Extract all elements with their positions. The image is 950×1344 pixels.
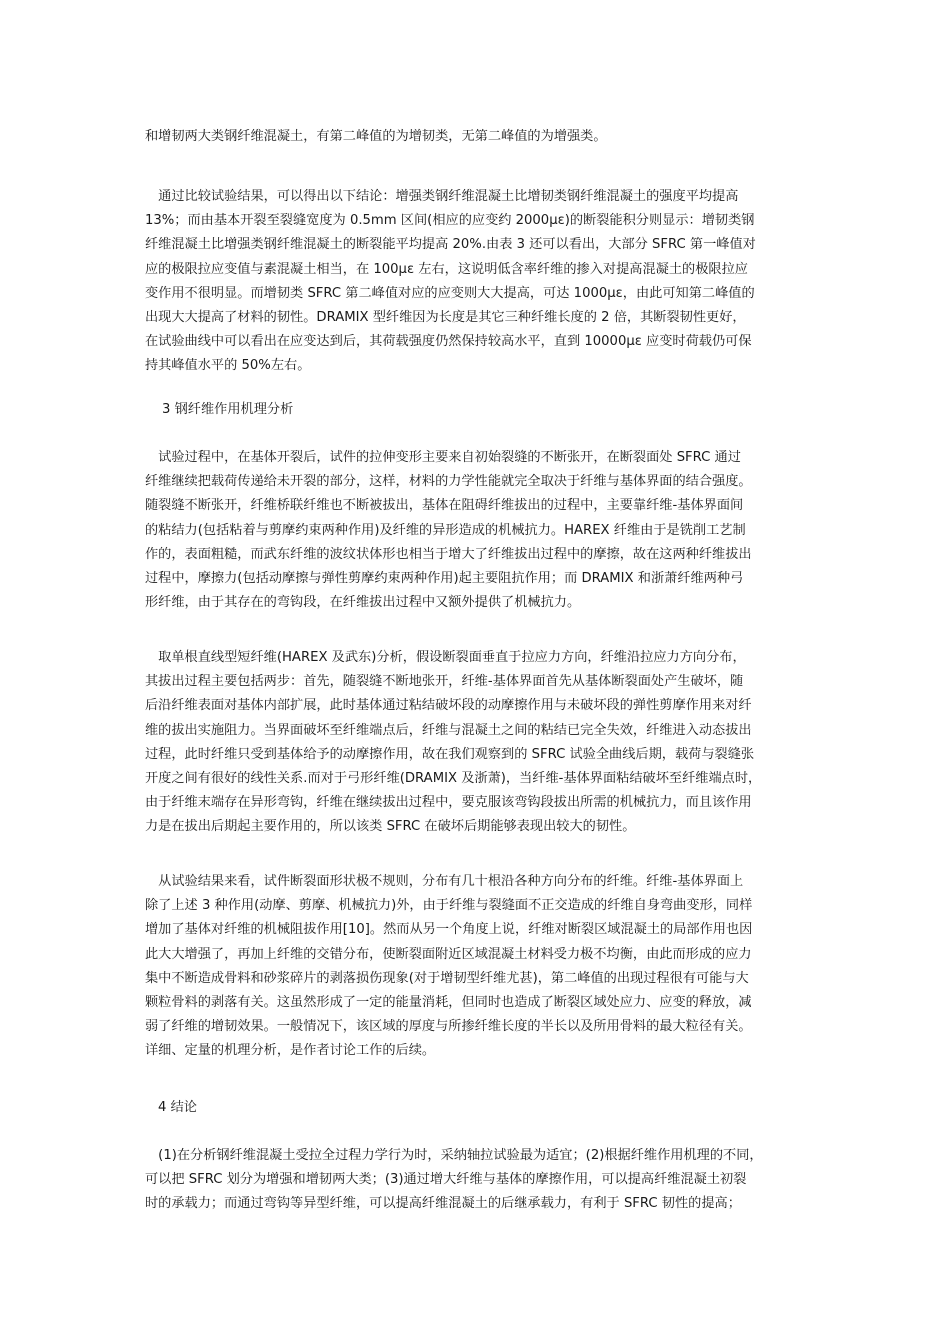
text-line: 详细、定量的机理分析，是作者讨论工作的后续。 [145, 1043, 436, 1059]
paragraph-mechanism-3 [145, 870, 805, 1064]
text-line: 作的，表面粗糙，而武东纤维的波纹状体形也相当于增大了纤维拔出过程中的摩擦，故在这两种纤维拔出 [145, 546, 752, 562]
text-line: 弱了纤维的增韧效果。一般情况下，该区域的厚度与所掺纤维长度的半长以及所用骨料的最大粒径有关。 [145, 1019, 752, 1035]
paragraph-conclusions [145, 1144, 805, 1217]
text-line: 力是在拔出后期起主要作用的，所以该类 SFRC 在破坏后期能够表现出较大的韧性。 [145, 819, 636, 835]
text-line: 形纤维，由于其存在的弯钩段，在纤维拔出过程中又额外提供了机械抗力。 [145, 595, 581, 611]
text-line: 从试验结果来看，试件断裂面形状极不规则，分布有几十根沿各种方向分布的纤维。纤维-基体界面上 [145, 874, 744, 889]
text-line: 由于纤维末端存在异形弯钩，纤维在继续拔出过程中，要克服该弯钩段拔出所需的机械抗力，而且该作用 [145, 795, 752, 811]
section-heading-3: 3 钢纤维作用机理分析 [162, 402, 294, 417]
text-line: 的粘结力(包括粘着与剪摩约束两种作用)及纤维的异形造成的机械抗力。HAREX 纤维由于是铣削工艺制 [145, 522, 746, 538]
text-line: 和增韧两大类钢纤维混凝土，有第二峰值的为增韧类，无第二峰值的为增强类。 [145, 129, 607, 144]
text-line: 其拔出过程主要包括两步：首先，随裂缝不断地张开，纤维-基体界面首先从基体断裂面处产生破坏，随 [145, 674, 744, 690]
text-line: 试验过程中，在基体开裂后，试件的拉伸变形主要来自初始裂缝的不断张开，在断裂面处 SFRC 通过 [145, 450, 741, 465]
text-line: 可以把 SFRC 划分为增强和增韧两大类；(3)通过增大纤维与基体的摩擦作用，可以提高纤维混凝土初裂 [145, 1172, 747, 1188]
text-line: 颗粒骨料的剥落有关。这虽然形成了一定的能量消耗，但同时也造成了断裂区域处应力、应变的释放，减 [145, 994, 752, 1010]
text-line: 应的极限拉应变值与素混凝土相当，在 100με 左右，这说明低含率纤维的掺入对提高混凝土的极限拉应 [145, 261, 748, 277]
text-line: 集中不断造成骨料和砂浆碎片的剥落损伤现象(对于增韧型纤维尤甚)，第二峰值的出现过程很有可能与大 [145, 970, 749, 986]
text-line: 后沿纤维表面对基体内部扩展，此时基体通过粘结破坏段的动摩擦作用与未破坏段的弹性剪摩作用来对纤 [145, 698, 752, 714]
text-line: 变作用不很明显。而增韧类 SFRC 第二峰值对应的应变则大大提高，可达 1000με，由此可知第二峰值的 [145, 285, 755, 301]
text-line: 13%；而由基本开裂至裂缝宽度为 0.5mm 区间(相应的应变约 2000με)的断裂能积分则显示：增韧类钢 [145, 213, 755, 229]
text-line: 增加了基体对纤维的机械阻拔作用[10]。然而从另一个角度上说，纤维对断裂区域混凝土的局部作用也因 [145, 922, 753, 938]
text-line: 随裂缝不断张开，纤维桥联纤维也不断被拔出，基体在阻碍纤维拔出的过程中，主要靠纤维-基体界面间 [145, 498, 744, 514]
text-line: 时的承载力；而通过弯钩等异型纤维，可以提高纤维混凝土的后继承载力，有利于 SFRC 韧性的提高； [145, 1196, 741, 1212]
text-line: 过程中，摩擦力(包括动摩擦与弹性剪摩约束两种作用)起主要阻抗作用；而 DRAMIX 和浙萧纤维两种弓 [145, 570, 744, 586]
text-line: 开度之间有很好的线性关系.而对于弓形纤维(DRAMIX 及浙萧)，当纤维-基体界面粘结破坏至纤维端点时， [145, 770, 762, 786]
text-line: 过程，此时纤维只受到基体给予的动摩擦作用，故在我们观察到的 SFRC 试验全曲线后期，载荷与裂缝张 [145, 746, 755, 762]
text-line: 纤维继续把载荷传递给未开裂的部分，这样，材料的力学性能就完全取决于纤维与基体界面的结合强度。 [145, 474, 752, 490]
text-line: 除了上述 3 种作用(动摩、剪摩、机械抗力)外，由于纤维与裂缝面不正交造成的纤维自身弯曲变形，同样 [145, 898, 753, 914]
text-line: 取单根直线型短纤维(HAREX 及武东)分析，假设断裂面垂直于拉应力方向，纤维沿拉应力方向分布， [145, 650, 746, 665]
text-line: 此大大增强了，再加上纤维的交错分布，使断裂面附近区域混凝土材料受力极不均衡，由此而形成的应力 [145, 946, 752, 962]
paragraph-mechanism-2 [145, 646, 805, 840]
text-line: 出现大大提高了材料的韧性。DRAMIX 型纤维因为长度是其它三种纤维长度的 2 倍，其断裂韧性更好， [145, 309, 746, 325]
section-heading-4: 4 结论 [158, 1100, 197, 1115]
paragraph-mechanism-1 [145, 446, 805, 615]
text-line: 在试验曲线中可以看出在应变达到后，其荷载强度仍然保持较高水平，直到 10000με 应变时荷载仍可保 [145, 334, 752, 350]
paragraph-test-conclusions [145, 185, 805, 379]
text-line: 通过比较试验结果，可以得出以下结论：增强类钢纤维混凝土比增韧类钢纤维混凝土的强度平均提高 [145, 189, 739, 204]
text-line: (1)在分析钢纤维混凝土受拉全过程力学行为时，采纳轴拉试验最为适宜；(2)根据纤维作用机理的不同， [145, 1148, 763, 1163]
text-line: 持其峰值水平的 50%左右。 [145, 358, 311, 374]
text-line: 维的拔出实施阻力。当界面破坏至纤维端点后，纤维与混凝土之间的粘结已完全失效，纤维进入动态拔出 [145, 722, 752, 738]
text-line: 纤维混凝土比增强类钢纤维混凝土的断裂能平均提高 20%.由表 3 还可以看出，大部分 SFRC 第一峰值对 [145, 237, 756, 253]
paragraph-intro-continuation [145, 125, 805, 149]
